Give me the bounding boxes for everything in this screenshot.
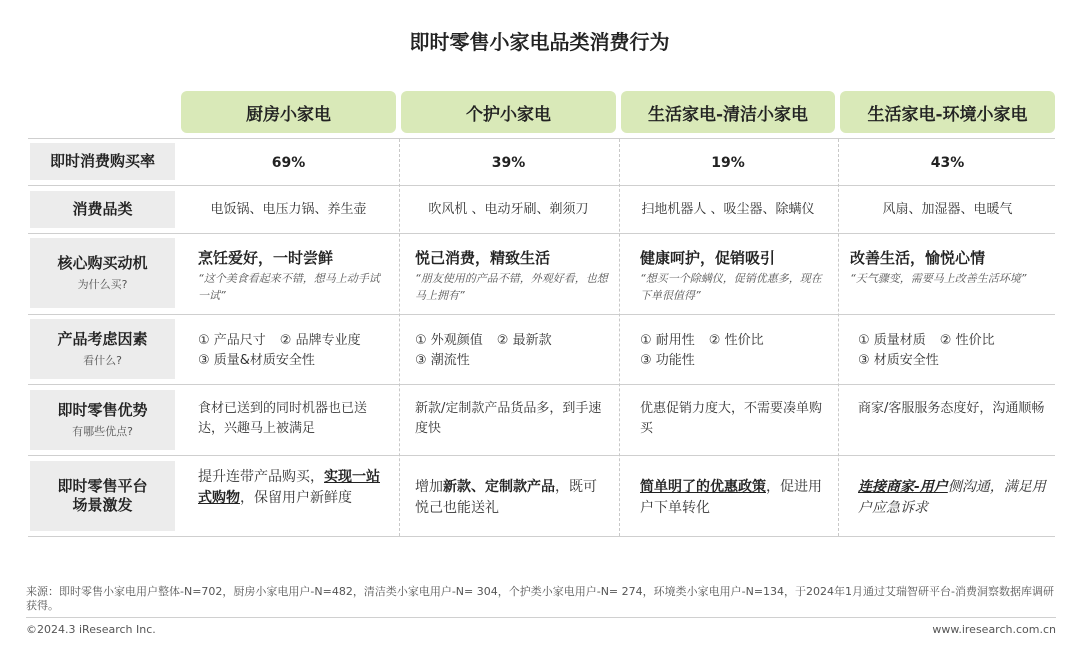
factor-item: ② 性价比 bbox=[939, 333, 995, 348]
scenario-cell bbox=[198, 467, 388, 509]
scenario-cell bbox=[415, 477, 605, 519]
scenario-highlight: 实现一站式购物 bbox=[198, 469, 380, 506]
row-label-subtext: 看什么? bbox=[83, 354, 122, 367]
rate-value: 39% bbox=[491, 155, 526, 171]
factor-item: ② 品牌专业度 bbox=[279, 333, 361, 348]
row-label-subtext: 有哪些优点? bbox=[72, 425, 133, 438]
column-divider bbox=[838, 139, 839, 536]
motive-quote: “天气骤变，需要马上改善生活环境” bbox=[850, 272, 1027, 285]
website-link[interactable]: www.iresearch.com.cn bbox=[932, 623, 1056, 636]
scenario-highlight: 新款、定制款产品 bbox=[443, 479, 555, 495]
row-label-motive bbox=[30, 238, 175, 308]
row-label-rate bbox=[30, 143, 175, 180]
row-divider bbox=[28, 384, 1055, 385]
motive-title: 改善生活，愉悦心情 bbox=[850, 249, 986, 267]
row-divider bbox=[28, 455, 1055, 456]
advantage-text: 新款/定制款产品货品多，到手速度快 bbox=[415, 401, 602, 436]
footer-divider bbox=[26, 617, 1056, 618]
column-header-personal-care: 个护小家电 bbox=[401, 91, 616, 133]
factors-cell bbox=[198, 331, 396, 371]
scenario-text: 侧沟通，满足用户应急诉求 bbox=[858, 479, 1046, 516]
category-value: 风扇、加湿器、电暖气 bbox=[882, 202, 1013, 217]
motive-title: 烹饪爱好，一时尝鲜 bbox=[198, 249, 334, 267]
scenario-text: ，保留用户新鲜度 bbox=[240, 490, 352, 506]
row-divider bbox=[28, 185, 1055, 186]
column-header-cleaning: 生活家电-清洁小家电 bbox=[621, 91, 835, 133]
column-divider bbox=[619, 139, 620, 536]
factor-item: ② 性价比 bbox=[708, 333, 764, 348]
motive-quote: “朋友使用的产品不错，外观好看，也想马上拥有” bbox=[415, 272, 608, 302]
source-note: 来源：即时零售小家电用户整体-N=702，厨房小家电用户-N=482，清洁类小家电用户-N= 304，个护类小家电用户-N= 274，环境类小家电用户-N=134，于2024年1月通过艾瑞智研平台-消费洞察数据库调研获得。 bbox=[26, 585, 1055, 612]
factor-item: ① 外观颜值 bbox=[415, 333, 483, 348]
scenario-highlight: 简单明了的优惠政策 bbox=[640, 479, 766, 495]
scenario-text: ，既可悦己也能送礼 bbox=[415, 479, 597, 516]
factor-item: ② 最新款 bbox=[496, 333, 552, 348]
factors-cell bbox=[415, 331, 613, 371]
motive-quote: “这个美食看起来不错，想马上动手试一试” bbox=[198, 272, 380, 302]
row-label-text: 即时零售优势 bbox=[57, 401, 148, 419]
scenario-highlight: 连接商家-用户 bbox=[858, 479, 948, 495]
factor-item: ① 产品尺寸 bbox=[198, 333, 266, 348]
row-label-factors bbox=[30, 319, 175, 379]
column-divider bbox=[399, 139, 400, 536]
scenario-text: 提升连带产品购买， bbox=[198, 469, 324, 485]
row-label-advantage bbox=[30, 390, 175, 450]
category-value: 电饭锅、电压力锅、养生壶 bbox=[210, 202, 367, 217]
motive-cell bbox=[198, 248, 390, 304]
factor-item: ③ 潮流性 bbox=[415, 353, 470, 368]
factor-item: ③ 材质安全性 bbox=[858, 353, 939, 368]
advantage-text: 食材已送到的同时机器也已送达，兴趣马上被满足 bbox=[198, 401, 368, 436]
factor-item: ① 耐用性 bbox=[640, 333, 695, 348]
row-divider bbox=[28, 138, 1055, 139]
motive-cell bbox=[640, 248, 832, 304]
factor-item: ① 质量材质 bbox=[858, 333, 926, 348]
column-header-kitchen: 厨房小家电 bbox=[181, 91, 396, 133]
scenario-text: 增加 bbox=[415, 479, 443, 495]
motive-quote: “想买一个除螨仪，促销优惠多，现在下单很值得” bbox=[640, 272, 822, 302]
row-label-text: 即时零售平台场景激发 bbox=[57, 477, 148, 514]
row-label-scenario bbox=[30, 461, 175, 531]
motive-cell bbox=[850, 248, 1040, 287]
scenario-text: ，促进用户下单转化 bbox=[640, 479, 822, 516]
page-title: 即时零售小家电品类消费行为 bbox=[409, 30, 670, 54]
advantage-text: 优惠促销力度大，不需要凑单购买 bbox=[640, 401, 823, 436]
rate-value: 69% bbox=[271, 155, 306, 171]
motive-cell bbox=[415, 248, 610, 304]
row-divider bbox=[28, 233, 1055, 234]
category-value: 吹风机 、电动牙刷、剃须刀 bbox=[428, 202, 589, 217]
row-label-subtext: 为什么买? bbox=[77, 278, 128, 291]
motive-title: 健康呵护，促销吸引 bbox=[640, 249, 776, 267]
row-label-text: 消费品类 bbox=[72, 200, 133, 218]
factor-item: ③ 质量&材质安全性 bbox=[198, 353, 315, 368]
row-label-text: 即时消费购买率 bbox=[49, 152, 155, 170]
category-value: 扫地机器人 、吸尘器、除螨仪 bbox=[641, 202, 815, 217]
rate-value: 43% bbox=[930, 155, 965, 171]
factors-cell bbox=[640, 331, 832, 371]
row-label-text: 核心购买动机 bbox=[57, 254, 148, 272]
copyright: ©2024.3 iResearch Inc. bbox=[26, 623, 156, 636]
row-divider bbox=[28, 536, 1055, 537]
motive-title: 悦己消费，精致生活 bbox=[415, 249, 551, 267]
column-header-environment: 生活家电-环境小家电 bbox=[840, 91, 1055, 133]
row-divider bbox=[28, 314, 1055, 315]
factor-item: ③ 功能性 bbox=[640, 353, 695, 368]
row-label-category bbox=[30, 191, 175, 228]
factors-cell bbox=[858, 331, 1050, 371]
scenario-cell bbox=[858, 477, 1050, 519]
row-label-text: 产品考虑因素 bbox=[57, 330, 148, 348]
rate-value: 19% bbox=[711, 155, 745, 171]
advantage-text: 商家/客服服务态度好，沟通顺畅 bbox=[858, 401, 1045, 416]
scenario-cell bbox=[640, 477, 826, 519]
